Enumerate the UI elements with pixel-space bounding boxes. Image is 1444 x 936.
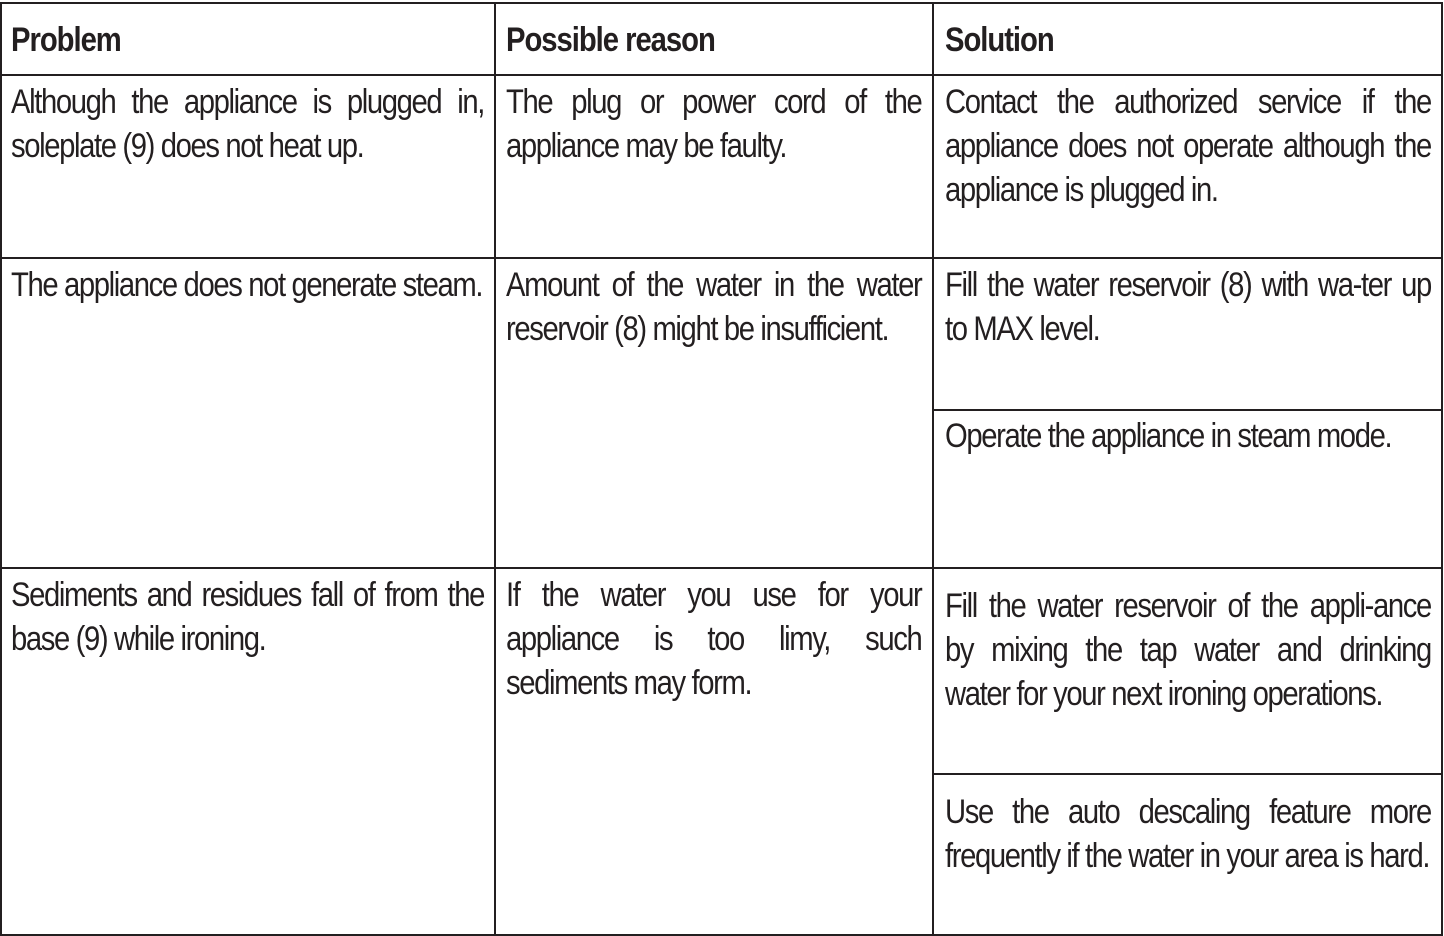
table-border-right (1441, 2, 1443, 935)
header-solution: Solution (945, 21, 1054, 59)
header-possible-reason: Possible reason (506, 21, 715, 59)
row-divider-1 (0, 257, 1443, 259)
solution-divider-2 (933, 409, 1443, 411)
row-2-solution-2: Operate the appliance in steam mode. (945, 417, 1392, 455)
row-1-reason: The plug or power cord of the appliance may be faulty. (506, 83, 922, 165)
header-problem: Problem (11, 21, 121, 59)
table-border-left (0, 2, 2, 935)
column-divider-1 (494, 2, 496, 935)
row-3-problem: Sediments and residues fall of from the base (9) while ironing. (11, 576, 484, 658)
row-1-solution-1: Contact the authorized service if the appliance does not operate although the appliance is plugged in. (945, 83, 1431, 209)
header-divider (0, 74, 1443, 76)
row-2-solution-1: Fill the water reservoir (8) with wa-ter up to MAX level. (945, 266, 1431, 348)
row-1-problem: Although the appliance is plugged in, soleplate (9) does not heat up. (11, 83, 484, 165)
table-border-bottom (0, 934, 1443, 936)
column-divider-2 (932, 2, 934, 935)
solution-divider-3 (933, 773, 1443, 775)
row-3-reason: If the water you use for your appliance is too limy, such sediments may form. (506, 576, 922, 702)
row-3-solution-1: Fill the water reservoir of the appli-ance by mixing the tap water and drinking water for your next ironing operations. (945, 587, 1431, 713)
row-divider-2 (0, 567, 1443, 569)
row-2-problem: The appliance does not generate steam. (11, 266, 483, 304)
row-3-solution-2: Use the auto descaling feature more frequently if the water in your area is hard. (945, 793, 1431, 875)
table-border-top (0, 2, 1443, 4)
row-2-reason: Amount of the water in the water reservoir (8) might be insufficient. (506, 266, 922, 348)
